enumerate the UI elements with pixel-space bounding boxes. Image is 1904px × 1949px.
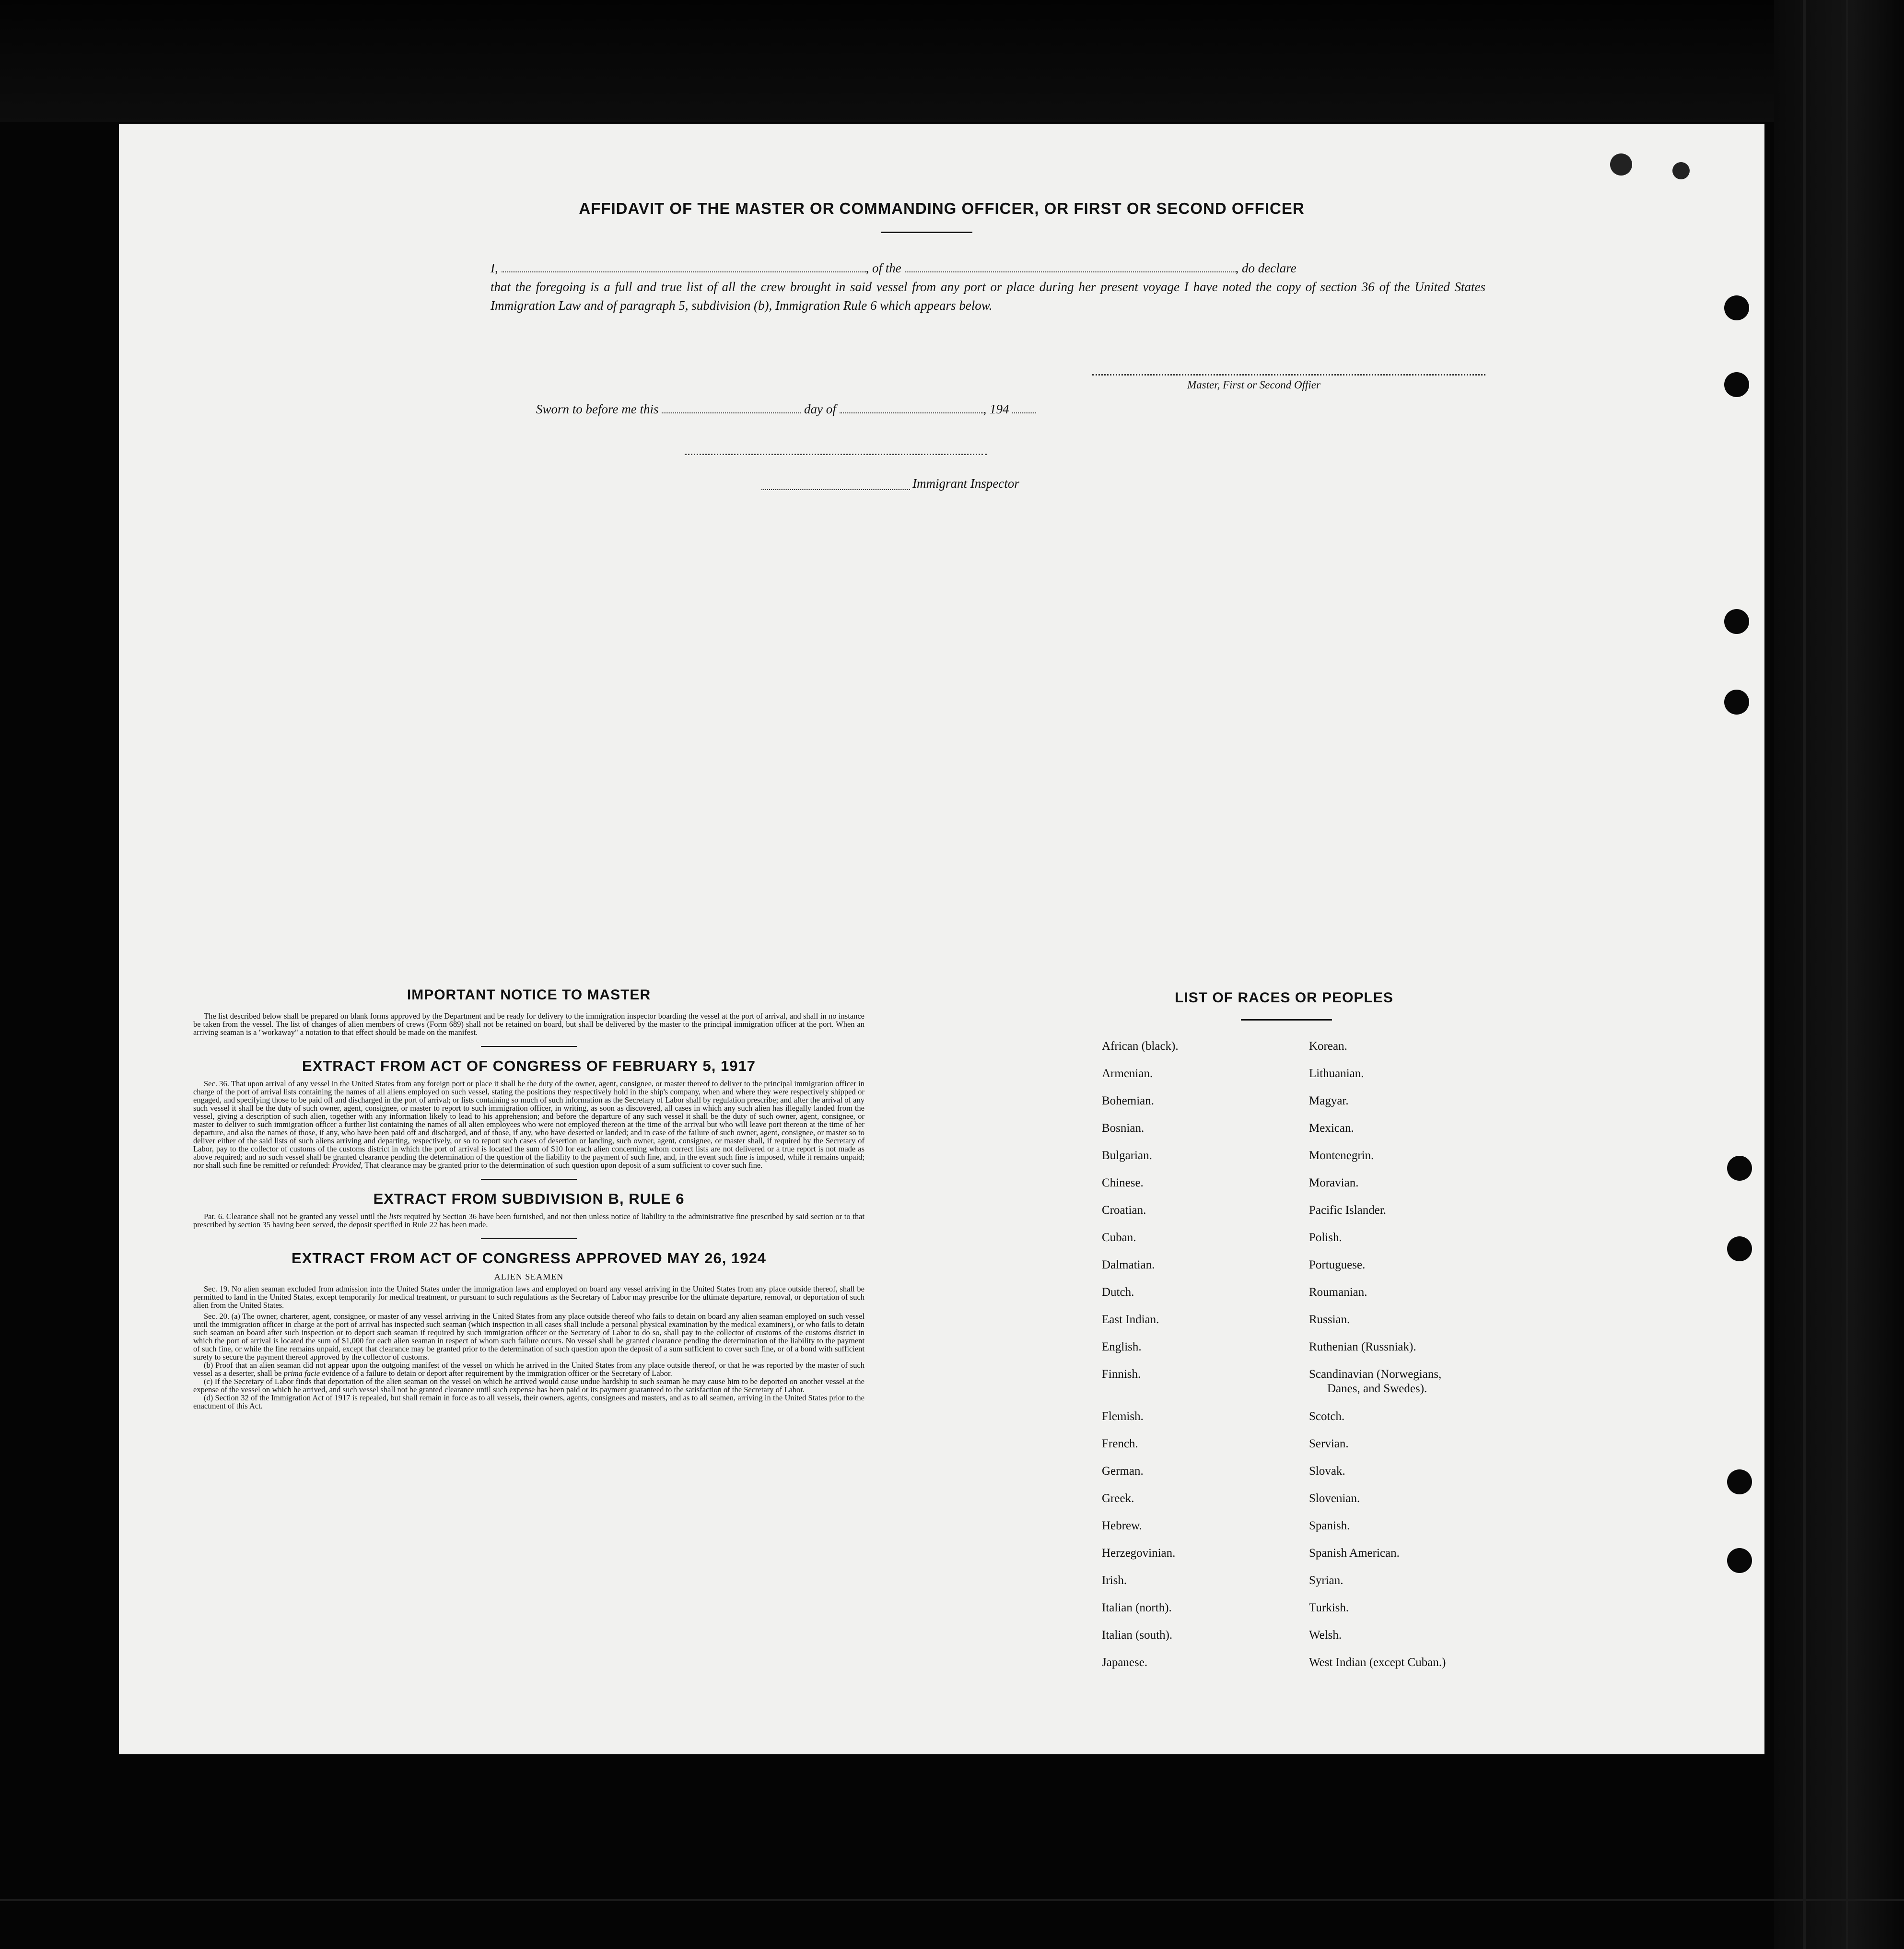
year-blank [1012, 403, 1036, 413]
race-right: Welsh. [1309, 1629, 1342, 1642]
race-left: Bulgarian. [1102, 1149, 1152, 1162]
affidavit-title: AFFIDAVIT OF THE MASTER OR COMMANDING OFFICER, OR FIRST OR SECOND OFFICER [579, 200, 1305, 217]
sec-19-paragraph [193, 1285, 864, 1309]
race-right: Spanish. [1309, 1519, 1350, 1532]
race-left: Bohemian. [1102, 1094, 1155, 1107]
sec-20c-paragraph: (c) If the Secretary of Labor finds that deportation of the alien seaman on the vessel on which he arrived would cause undue hardship to such seaman he may cause him to be deported on another vessel at the expense of the vessel on which he arrived, and such vessel shall not be granted clearance until such expense has been paid or its payment guaranteed to the satisfaction of the Secretary of Labor. [193, 1377, 864, 1394]
race-right: Korean. [1309, 1040, 1347, 1053]
race-right: Pacific Islander. [1309, 1204, 1387, 1217]
inspector-name-line [761, 489, 910, 490]
extract-1917-title: EXTRACT FROM ACT OF CONGRESS OF FEBRUARY 5, 1917 [302, 1057, 756, 1074]
race-right: Slovenian. [1309, 1492, 1360, 1505]
year-label: , 194 [983, 402, 1009, 416]
provided-text: That clearance may be granted prior to the determination of such question upon deposit of a sum sufficient to cover such fine. [364, 1161, 763, 1170]
declaration-text: that the foregoing is a full and true list of all the crew brought in said vessel from any port or place during her present voyage I have noted the copy of section 36 of the United States Immigration Law and of paragraph 5, subdivision (b), Immigration Rule 6 which appears below. [491, 280, 1485, 313]
sec-36-label: Sec. 36. [204, 1079, 229, 1088]
race-right: Danes, and Swedes). [1327, 1382, 1427, 1395]
race-left: Herzegovinian. [1102, 1547, 1176, 1560]
race-right: Spanish American. [1309, 1547, 1400, 1560]
notice-column [193, 987, 864, 1410]
extract-rule6-body [193, 1212, 864, 1229]
sec-20-label: Sec. 20. [204, 1312, 230, 1321]
race-left: Armenian. [1102, 1067, 1153, 1080]
lists-word: lists [389, 1212, 402, 1221]
race-right: West Indian (except Cuban.) [1309, 1656, 1446, 1669]
sec-20b-text-b: evidence of a failure to detain or deport after requirement by the immigration officer or the Secretary of Labor. [322, 1369, 672, 1378]
alien-seamen-subtitle: ALIEN SEAMEN [494, 1272, 564, 1281]
punch-hole [1724, 372, 1749, 397]
race-left: Cuban. [1102, 1231, 1136, 1244]
sec-20a-paragraph [193, 1312, 864, 1361]
sec-20a-text: (a) The owner, charterer, agent, consignee, or master of any vessel arriving in the United States from any place outside thereof who fails to detain on board any alien seaman employed on such vessel until the immigration officer in charge at the port of arrival has inspected such seaman (which inspection in all cases shall include a personal physical examination by the medical examiners), or who fails to detain such seaman on board after such inspection or to deport such seaman if required by such immigration officer or the Secretary of Labor to do so, shall pay to the collector of customs of the customs district in which the port of arrival is located the sum of $1,000 for each alien seaman in respect of whom such failure occurs. No vessel shall be granted clearance pending the determination of the liability to the payment of such fine, or while the fine remains unpaid, except that clearance may be granted prior to the determination of such question upon the deposit of a sum sufficient to cover such fine, or of a bond with sufficient surety to secure the payment thereof approved by the collector of customs. [193, 1312, 865, 1362]
day-of-label: day of [804, 402, 836, 416]
extract-1917-body [193, 1080, 864, 1169]
race-left: East Indian. [1102, 1313, 1159, 1326]
race-left: Chinese. [1102, 1176, 1144, 1189]
race-right: Polish. [1309, 1231, 1342, 1244]
declaration-paragraph [491, 259, 1485, 315]
race-left: German. [1102, 1465, 1144, 1478]
par-6-text-a: Clearance shall not be granted any vessel until the [226, 1212, 387, 1221]
race-left: Italian (north). [1102, 1601, 1172, 1614]
par-6-text-b: required by Section 36 have been furnished, and not then unless notice of liability to the administrative fine prescribed by said section or to that prescribed by section 35 having been served, the deposit specified in Rule 22 has been made. [193, 1212, 865, 1229]
race-right: Russian. [1309, 1313, 1350, 1326]
scan-streak [1846, 0, 1848, 1949]
punch-hole [1724, 690, 1749, 715]
of-the-label: , of the [865, 261, 901, 275]
race-right: Slovak. [1309, 1465, 1345, 1478]
race-right: Syrian. [1309, 1574, 1343, 1587]
race-right: Roumanian. [1309, 1286, 1367, 1299]
sec-19-label: Sec. 19. [204, 1284, 230, 1293]
name-blank [502, 262, 866, 272]
race-right: Montenegrin. [1309, 1149, 1374, 1162]
race-left: Greek. [1102, 1492, 1134, 1505]
race-left: Flemish. [1102, 1410, 1144, 1423]
race-right: Servian. [1309, 1437, 1349, 1450]
race-left: Dalmatian. [1102, 1258, 1155, 1271]
extract-1924-title: EXTRACT FROM ACT OF CONGRESS APPROVED MAY 26, 1924 [292, 1250, 766, 1267]
extract-rule6-title: EXTRACT FROM SUBDIVISION B, RULE 6 [373, 1190, 685, 1207]
do-declare-label: , do declare [1235, 261, 1297, 275]
scan-streak [1803, 0, 1806, 1949]
race-left: Japanese. [1102, 1656, 1148, 1669]
race-left: Croatian. [1102, 1204, 1146, 1217]
race-left: Italian (south). [1102, 1629, 1173, 1642]
inspector-signature-line [685, 454, 987, 455]
sec-20b-text-a: (b) Proof that an alien seaman did not appear upon the outgoing manifest of the vessel on which he arrived in the United States from any place outside thereof, or that he was reported by the master of such vessel as a deserter, shall be [193, 1361, 864, 1378]
punch-hole [1727, 1548, 1752, 1573]
par-6-label: Par. 6. [204, 1212, 224, 1221]
sworn-day-blank [662, 403, 801, 413]
punch-hole [1724, 295, 1749, 320]
title-rule [881, 232, 972, 233]
separator [481, 1179, 577, 1180]
prima-facie: prima facie [283, 1369, 320, 1378]
punch-hole [1727, 1469, 1752, 1494]
race-left: African (black). [1102, 1040, 1179, 1053]
race-left: Finnish. [1102, 1368, 1141, 1381]
inspector-caption: Immigrant Inspector [912, 476, 1019, 491]
microfilm-border-top [0, 0, 1904, 122]
race-right: Magyar. [1309, 1094, 1349, 1107]
race-right: Portuguese. [1309, 1258, 1366, 1271]
punch-hole [1727, 1156, 1752, 1181]
provided-label: Provided, [332, 1161, 363, 1170]
manifest-back-page [119, 124, 1764, 1754]
races-title-rule [1241, 1019, 1332, 1021]
notice-body: The list described below shall be prepared on blank forms approved by the Department and be ready for delivery to the immigration inspector boarding the vessel at the port of arrival, and shall in no instance be taken from the vessel. The list of changes of alien members of crews (Form 689) shall not be retained on board, but shall be delivered by the master to the principal immigration officer at the port. When an arriving seaman is a "workaway" a notation to that effect should be made on the manifest. [193, 1011, 864, 1037]
race-right: Ruthenian (Russniak). [1309, 1340, 1416, 1353]
master-signature-line [1092, 374, 1485, 376]
race-left: Irish. [1102, 1574, 1127, 1587]
race-right: Moravian. [1309, 1176, 1359, 1189]
punch-hole [1724, 609, 1749, 634]
scan-streak [0, 1899, 1904, 1901]
sec-36-text: That upon arrival of any vessel in the United States from any foreign port or place it shall be the duty of the owner, agent, consignee, or master thereof to deliver to the principal immigration officer in charge of the port of arrival lists containing the names of all aliens employed on such vessel, stating the positions they respectively hold in the ship's company, when and where they were respectively shipped or engaged, and specifying those to be paid off and discharged in the port of arrival; or lists containing so much of such information as the Secretary of Labor shall by regulation prescribe; and after the arrival of any such vessel it shall be the duty of such owner, agent, consignee, or master to report to such immigration officer, in writing, as soon as discovered, all cases in which any such alien has illegally landed from the vessel, giving a description of such alien, together with any information likely to lead to his apprehension; and before the departure of any such vessel it shall be the duty of such owner, agent, consignee, or master to deliver to such immigration officer a further list containing the names of all alien employees who were not employed thereon at the time of the arrival but who will leave port thereon at the time of her departure, and also the names of those, if any, who have been paid off and discharged, and of those, if any, who have deserted or landed; and in case of the failure of such owner, agent, consignee, or master so to deliver either of the said lists of such aliens arriving and departing, respectively, or so to report such cases of desertion or landing, such owner, agent, consignee, or master shall, if required by the Secretary of Labor, pay to the collector of customs of the customs district in which the port of arrival is located the sum of $10 for each alien concerning whom correct lists are not delivered or a true report is not made as above required; and no such vessel shall be granted clearance pending the determination of the question of the liability to the payment of such fine, and, in the event such fine is imposed, while it remains unpaid; nor shall such fine be remitted or refunded: [193, 1079, 864, 1170]
punch-hole [1727, 1236, 1752, 1261]
sec-19-text: No alien seaman excluded from admission into the United States under the immigration laws and employed on board any vessel arriving in the United States from any place outside thereof, shall be permitted to land in the United States, except temporarily for medical treatment, or pursuant to such regulations as the Secretary of Labor may prescribe for the ultimate departure, removal, or deportation of such alien from the United States. [193, 1284, 865, 1310]
race-right: Lithuanian. [1309, 1067, 1364, 1080]
race-right: Turkish. [1309, 1601, 1349, 1614]
vessel-blank [905, 262, 1236, 272]
race-left: Hebrew. [1102, 1519, 1142, 1532]
races-title: LIST OF RACES OR PEOPLES [1175, 990, 1393, 1006]
sworn-month-blank [840, 403, 983, 413]
sec-20b-paragraph [193, 1361, 864, 1377]
race-left: Dutch. [1102, 1286, 1134, 1299]
race-right: Mexican. [1309, 1122, 1354, 1135]
race-right: Scotch. [1309, 1410, 1345, 1423]
separator [481, 1238, 577, 1239]
master-signature-caption: Master, First or Second Offier [1187, 379, 1320, 391]
race-left: Bosnian. [1102, 1122, 1145, 1135]
ink-blot [1610, 153, 1632, 176]
race-right: Scandinavian (Norwegians, [1309, 1368, 1442, 1381]
sworn-prefix: Sworn to before me this [536, 402, 659, 416]
ink-blot [1672, 162, 1690, 179]
declarant-label: I, [491, 261, 498, 275]
race-left: English. [1102, 1340, 1142, 1353]
sec-20d-paragraph: (d) Section 32 of the Immigration Act of 1917 is repealed, but shall remain in force as to all vessels, their owners, agents, consignees and masters, and as to all seamen, arriving in the United States prior to the enactment of this Act. [193, 1393, 864, 1410]
microfilm-border-right [1774, 0, 1904, 1949]
race-left: French. [1102, 1437, 1138, 1450]
notice-title: IMPORTANT NOTICE TO MASTER [407, 987, 651, 1003]
sworn-line [536, 402, 1111, 417]
separator [481, 1046, 577, 1047]
